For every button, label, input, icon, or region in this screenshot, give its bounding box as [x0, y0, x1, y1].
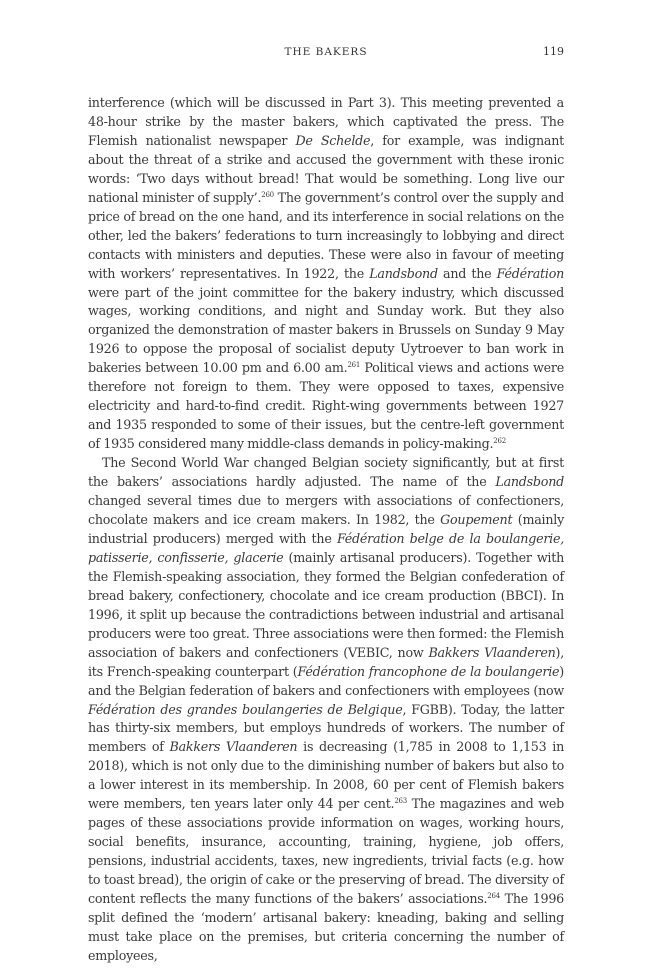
- text-run: (mainly industrial producers) merged with the: [88, 511, 565, 546]
- text-run: , FGBB). Today, the latter has thirty-six members, but employs hundreds of workers. The number of members of: [88, 701, 564, 755]
- italic-term: Bakkers Vlaanderen: [428, 644, 556, 660]
- italic-term: Fédération belge de la boulangerie, patisserie, confisserie, glacerie: [88, 530, 564, 565]
- italic-term: Fédération des grandes boulangeries de Belgique: [88, 701, 403, 717]
- italic-term: Landsbond: [495, 474, 564, 490]
- text-run: and the: [437, 265, 497, 281]
- italic-term: Landsbond: [369, 265, 438, 281]
- text-run: is decreasing (1,785 in 2008 to 1,153 in 2018), which is not only due to the diminishing number of bakers but also to a lower interest in its membership. In 2008, 60 per cent of Flemish bakers were members, ten years later only 44 per cent.: [88, 739, 564, 812]
- text-run: The magazines and web pages of these associations provide information on wages, working hours, social benefits, insurance, accounting, training, hygiene, job offers, pensions, industrial accidents, taxes, new ingredients, trivial facts (e.g. how to toast bread), the origin of cake or the preserving of bread. The diversity of content reflects the many functions of the bakers’ associations.: [88, 796, 565, 907]
- running-head: [88, 44, 564, 64]
- text-run: The Second World War changed Belgian society significantly, but at first the bakers’ associations hardly adjusted. The name of the: [88, 455, 564, 490]
- footnote-ref[interactable]: 260: [261, 190, 274, 199]
- text-run: , for example, was indignant about the threat of a strike and accused the government with these ironic words: ‘Two days without bread! That would be something. Long live our national minister of supply’.: [88, 132, 564, 205]
- text-run: Political views and actions were therefore not foreign to them. They were opposed to taxes, expensive electricity and hard-to-find credit. Right-wing governments between 1927 and 1935 responded to some of their issues, but the centre-left government of 1935 considered many middle-class demands in policy-making.: [88, 360, 564, 452]
- body-text: [88, 94, 564, 966]
- paragraph-1: [88, 94, 564, 454]
- text-run: The government’s control over the supply and price of bread on the one hand, and its interference in social relations on the other, led the bakers’ federations to turn increasingly to lobbying and direct contacts with ministers and deputies. These were also in favour of meeting with workers’ representatives. In 1922, the: [88, 189, 564, 281]
- footnote-ref[interactable]: 262: [493, 437, 506, 446]
- page-number: 119: [543, 45, 564, 58]
- italic-term: Fédération francophone de la boulangerie: [297, 663, 560, 679]
- text-run: (mainly artisanal producers). Together with the Flemish-speaking association, they formed the Belgian confederation of bread bakery, confectionery, chocolate and ice cream production (BBCI). In 1996, it split up because the contradictions between industrial and artisanal producers were too great. Three associations were then formed: the Flemish association of bakers and confectioners (VEBIC, now: [88, 549, 565, 660]
- italic-term: Bakkers Vlaanderen: [169, 739, 298, 755]
- footnote-ref[interactable]: 261: [347, 361, 361, 370]
- paragraph-2: [88, 454, 564, 966]
- footnote-ref[interactable]: 264: [487, 892, 500, 901]
- text-run: The 1996 split defined the ‘modern’ artisanal bakery: kneading, baking and selling must take place on the premises, but criteria concerning the number of employees,: [88, 891, 564, 963]
- text-run: changed several times due to mergers with associations of confectioners, chocolate makers and ice cream makers. In 1982, the: [88, 493, 564, 527]
- running-head-title: THE BAKERS: [284, 46, 368, 58]
- italic-term: Fédération: [496, 265, 564, 281]
- text-run: interference (which will be discussed in Part 3). This meeting prevented a 48-hour strike by the master bakers, which captivated the press. The Flemish nationalist newspaper: [88, 95, 564, 148]
- italic-title: De Schelde: [295, 132, 371, 148]
- text-run: ) and the Belgian federation of bakers and confectioners with employees (now: [88, 663, 564, 698]
- text-run: ), its French-speaking counterpart (: [88, 644, 564, 679]
- footnote-ref[interactable]: 263: [394, 797, 407, 806]
- italic-term: Goupement: [440, 511, 513, 527]
- text-run: were part of the joint committee for the bakery industry, which discussed wages, working conditions, and night and Sunday work. But they also organized the demonstration of master bakers in Brussels on Sunday 9 May 1926 to oppose the proposal of socialist deputy Uytroever to ban work in bakeries between 10.00 pm and 6.00 am.: [88, 284, 564, 376]
